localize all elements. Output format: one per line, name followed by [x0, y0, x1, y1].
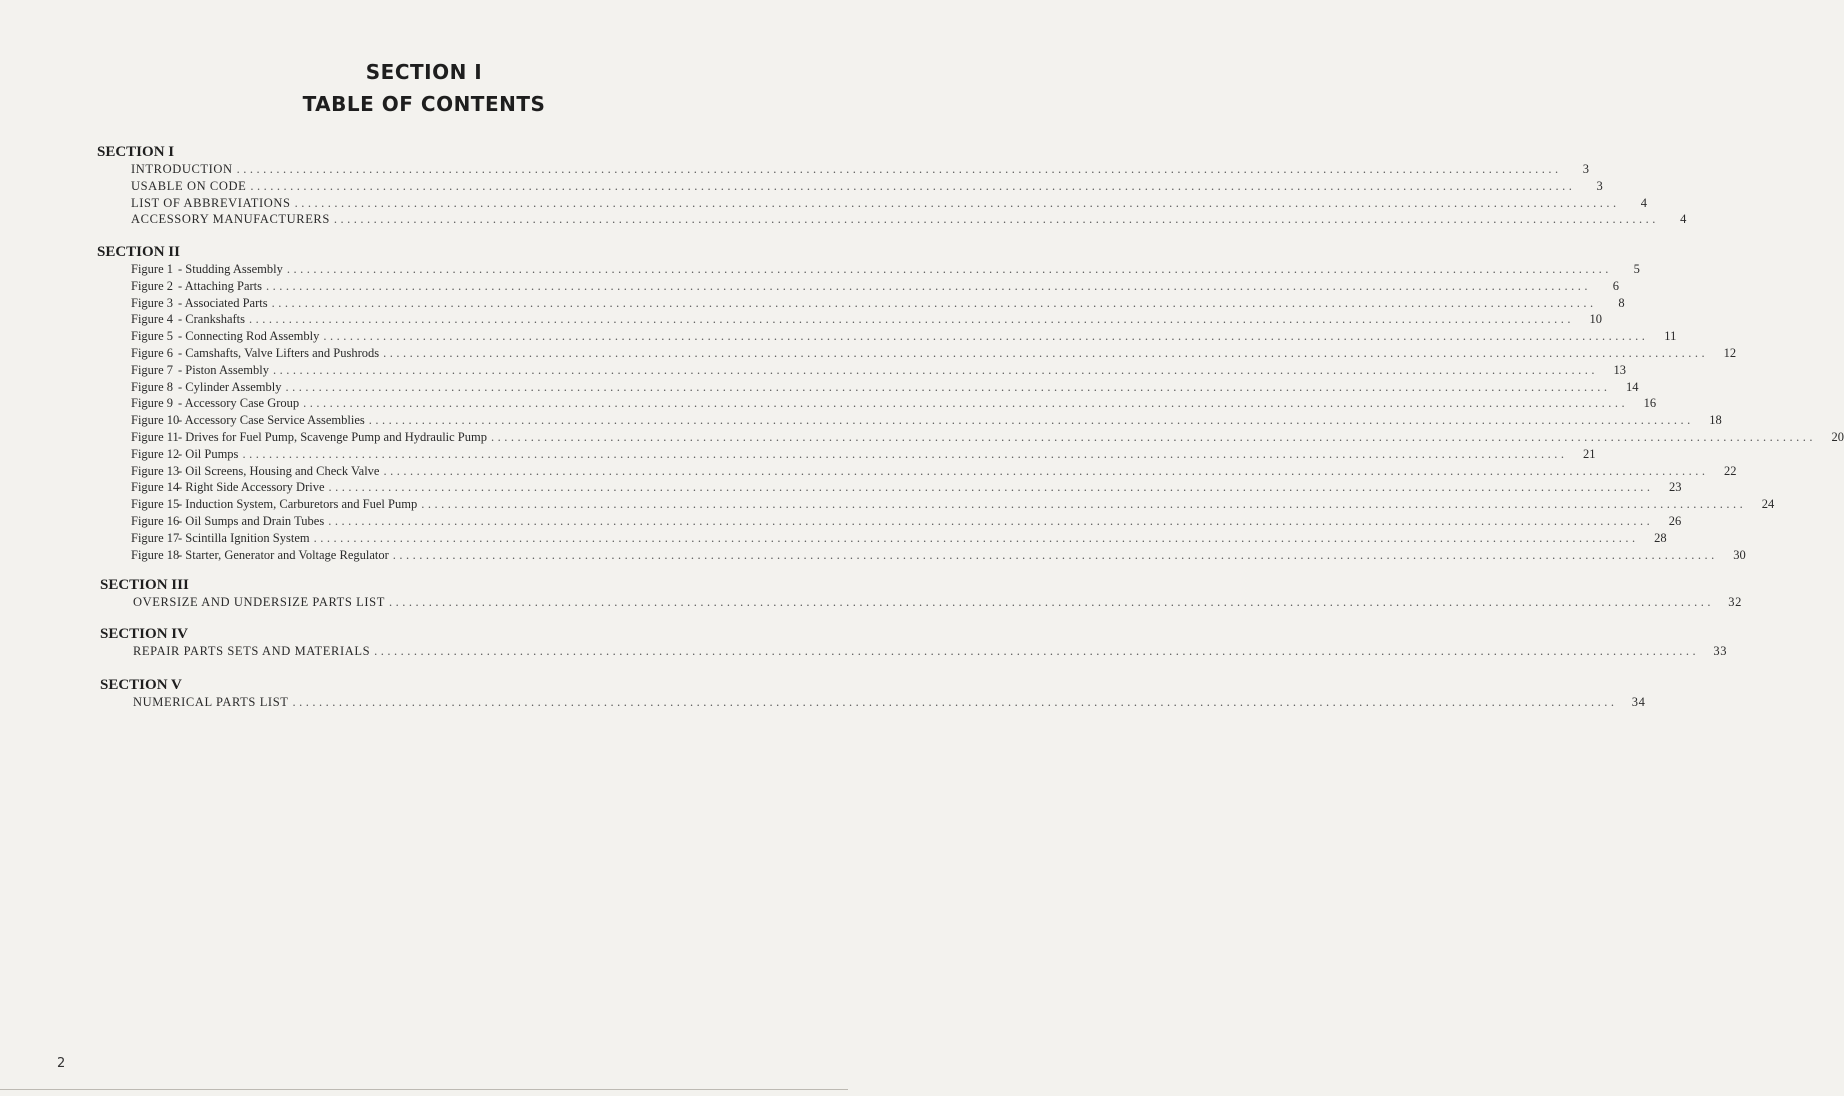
entry-label: - Cylinder Assembly	[178, 379, 282, 394]
figure-number: Figure 13	[131, 463, 180, 478]
dot-leader: ........................................................................................................................................................................................................	[250, 178, 1576, 193]
figure-number: Figure 5	[131, 329, 174, 344]
toc-section-1	[0, 143, 1687, 228]
toc-section-4	[0, 625, 1728, 660]
entry-page: 20	[1831, 429, 1844, 444]
toc-section-2	[0, 243, 1844, 563]
entry-page: 30	[1733, 547, 1746, 562]
dot-leader: ........................................................................................................................................................................................................	[323, 329, 1649, 344]
page-title: TABLE OF CONTENTS	[302, 92, 546, 116]
entry-label: - Right Side Accessory Drive	[178, 480, 325, 495]
figure-number: Figure 12	[131, 446, 180, 461]
entry-label: INTRODUCTION	[131, 162, 233, 176]
dot-leader: ........................................................................................................................................................................................................	[388, 595, 1714, 609]
toc-entry[interactable]	[131, 429, 1844, 446]
entry-label: - Oil Screens, Housing and Check Valve	[178, 463, 380, 478]
figure-number: Figure 1	[131, 262, 174, 276]
entry-label: - Connecting Rod Assembly	[178, 329, 320, 344]
toc-entry[interactable]	[131, 261, 1640, 278]
entry-page: 12	[1723, 345, 1737, 360]
entry-page: 3	[1596, 178, 1604, 193]
entry-page: 18	[1709, 413, 1722, 428]
entry-page: 28	[1654, 530, 1667, 545]
figure-number: Figure 2	[131, 278, 174, 293]
entry-label: ACCESSORY MANUFACTURERS	[131, 212, 330, 227]
dot-leader: ........................................................................................................................................................................................................	[383, 345, 1709, 360]
figure-number: Figure 17	[131, 530, 180, 545]
entry-label: - Camshafts, Valve Lifters and Pushrods	[178, 345, 380, 360]
dot-leader: ........................................................................................................................................................................................................	[333, 212, 1659, 227]
dot-leader: ........................................................................................................................................................................................................	[368, 413, 1694, 428]
toc-entry[interactable]	[131, 295, 1625, 312]
entry-page: 8	[1618, 295, 1625, 310]
dot-leader: ........................................................................................................................................................................................................	[271, 295, 1597, 310]
figure-number: Figure 4	[131, 312, 174, 327]
entry-page: 23	[1669, 480, 1682, 495]
dot-leader: ........................................................................................................................................................................................................	[313, 530, 1639, 545]
toc-entry[interactable]	[131, 446, 1596, 463]
toc-entry[interactable]	[131, 178, 1604, 195]
figure-number: Figure 16	[131, 513, 180, 528]
toc-entry[interactable]	[131, 547, 1746, 564]
toc-entry[interactable]	[131, 463, 1737, 480]
dot-leader: ........................................................................................................................................................................................................	[249, 312, 1574, 327]
toc-entry[interactable]	[133, 643, 1728, 660]
entry-page: 26	[1668, 513, 1682, 528]
entry-label: - Accessory Case Service Assemblies	[178, 413, 365, 428]
dot-leader: ........................................................................................................................................................................................................	[328, 480, 1654, 495]
entry-page: 4	[1680, 212, 1687, 227]
dot-leader: ........................................................................................................................................................................................................	[303, 396, 1629, 411]
entry-page: 34	[1631, 695, 1646, 709]
entry-label: - Crankshafts	[178, 312, 245, 327]
dot-leader: ........................................................................................................................................................................................................	[292, 695, 1618, 709]
toc-entry[interactable]	[133, 694, 1646, 711]
dot-leader: ........................................................................................................................................................................................................	[285, 379, 1611, 394]
entry-label: NUMERICAL PARTS LIST	[133, 695, 289, 709]
entry-label: - Piston Assembly	[178, 362, 269, 377]
figure-number: Figure 10	[131, 413, 180, 428]
figure-number: Figure 8	[131, 379, 174, 394]
entry-label: - Associated Parts	[178, 295, 268, 310]
entry-label: - Accessory Case Group	[178, 396, 300, 411]
figure-number: Figure 15	[131, 497, 180, 512]
toc-entry[interactable]	[131, 362, 1626, 379]
toc-entry[interactable]	[131, 530, 1667, 547]
entry-page: 13	[1613, 362, 1626, 377]
entry-page: 4	[1640, 195, 1648, 210]
toc-entry[interactable]	[131, 211, 1687, 228]
section-heading: SECTION III	[100, 577, 189, 593]
toc-section-5	[0, 676, 1646, 711]
entry-page: 10	[1589, 312, 1602, 327]
entry-label: - Induction System, Carburetors and Fuel Pump	[178, 497, 418, 512]
dot-leader: ........................................................................................................................................................................................................	[236, 162, 1562, 176]
toc-entry[interactable]	[133, 594, 1742, 611]
entry-page: 6	[1612, 278, 1620, 293]
toc-entry[interactable]	[131, 379, 1639, 396]
entry-page: 11	[1664, 329, 1677, 344]
entry-label: LIST OF ABBREVIATIONS	[131, 195, 291, 210]
figure-number: Figure 3	[131, 295, 174, 310]
dot-leader: ........................................................................................................................................................................................................	[242, 446, 1568, 461]
toc-entry[interactable]	[131, 161, 1590, 178]
section-heading: SECTION I	[97, 144, 175, 160]
page-edge	[0, 1089, 848, 1090]
entry-label: OVERSIZE AND UNDERSIZE PARTS LIST	[133, 595, 385, 609]
toc-entry[interactable]	[131, 278, 1620, 295]
toc-entry[interactable]	[131, 345, 1737, 362]
dot-leader: ........................................................................................................................................................................................................	[273, 362, 1598, 377]
figure-number: Figure 11	[131, 429, 179, 444]
dot-leader: ........................................................................................................................................................................................................	[421, 497, 1747, 512]
entry-label: USABLE ON CODE	[131, 178, 247, 193]
entry-page: 24	[1761, 497, 1775, 512]
toc-entry[interactable]	[131, 496, 1775, 513]
entry-page: 14	[1625, 379, 1639, 394]
dot-leader: ........................................................................................................................................................................................................	[383, 463, 1709, 478]
entry-label: - Drives for Fuel Pump, Scavenge Pump and Hydraulic Pump	[178, 429, 487, 444]
entry-page: 32	[1728, 595, 1742, 609]
figure-number: Figure 9	[131, 396, 174, 411]
dot-leader: ........................................................................................................................................................................................................	[490, 429, 1816, 444]
entry-page: 21	[1582, 446, 1596, 461]
section-title: SECTION I	[365, 60, 483, 84]
page-number: 2	[57, 1056, 66, 1071]
entry-page: 16	[1643, 396, 1657, 411]
entry-label: - Starter, Generator and Voltage Regulator	[178, 547, 389, 562]
entry-label: - Oil Pumps	[178, 446, 239, 461]
figure-number: Figure 7	[131, 362, 174, 377]
dot-leader: ........................................................................................................................................................................................................	[294, 195, 1620, 210]
entry-label: - Attaching Parts	[178, 278, 263, 293]
toc-entry[interactable]	[131, 328, 1677, 345]
toc-entry[interactable]	[131, 395, 1657, 412]
dot-leader: ........................................................................................................................................................................................................	[266, 278, 1592, 293]
toc-section-3	[0, 576, 1742, 611]
entry-label: - Oil Sumps and Drain Tubes	[178, 513, 325, 528]
entry-page: 5	[1633, 262, 1640, 276]
figure-number: Figure 18	[131, 547, 180, 562]
toc-entry[interactable]	[131, 412, 1722, 429]
entry-label: REPAIR PARTS SETS AND MATERIALS	[133, 644, 371, 658]
entry-page: 33	[1713, 644, 1728, 658]
figure-number: Figure 6	[131, 345, 174, 360]
entry-page: 22	[1723, 463, 1737, 478]
entry-label: - Scintilla Ignition System	[178, 530, 310, 545]
toc-entry[interactable]	[131, 195, 1648, 212]
dot-leader: ........................................................................................................................................................................................................	[286, 262, 1612, 276]
toc-entry[interactable]	[131, 311, 1602, 328]
section-heading: SECTION V	[100, 677, 182, 693]
section-heading: SECTION II	[97, 244, 180, 260]
figure-number: Figure 14	[131, 480, 180, 495]
entry-page: 3	[1582, 162, 1590, 176]
dot-leader: ........................................................................................................................................................................................................	[392, 547, 1718, 562]
dot-leader: ........................................................................................................................................................................................................	[328, 513, 1654, 528]
dot-leader: ........................................................................................................................................................................................................	[374, 644, 1700, 658]
entry-label: - Studding Assembly	[178, 262, 283, 276]
toc-entry[interactable]	[131, 479, 1682, 496]
section-heading: SECTION IV	[100, 626, 188, 642]
toc-entry[interactable]	[131, 513, 1682, 530]
